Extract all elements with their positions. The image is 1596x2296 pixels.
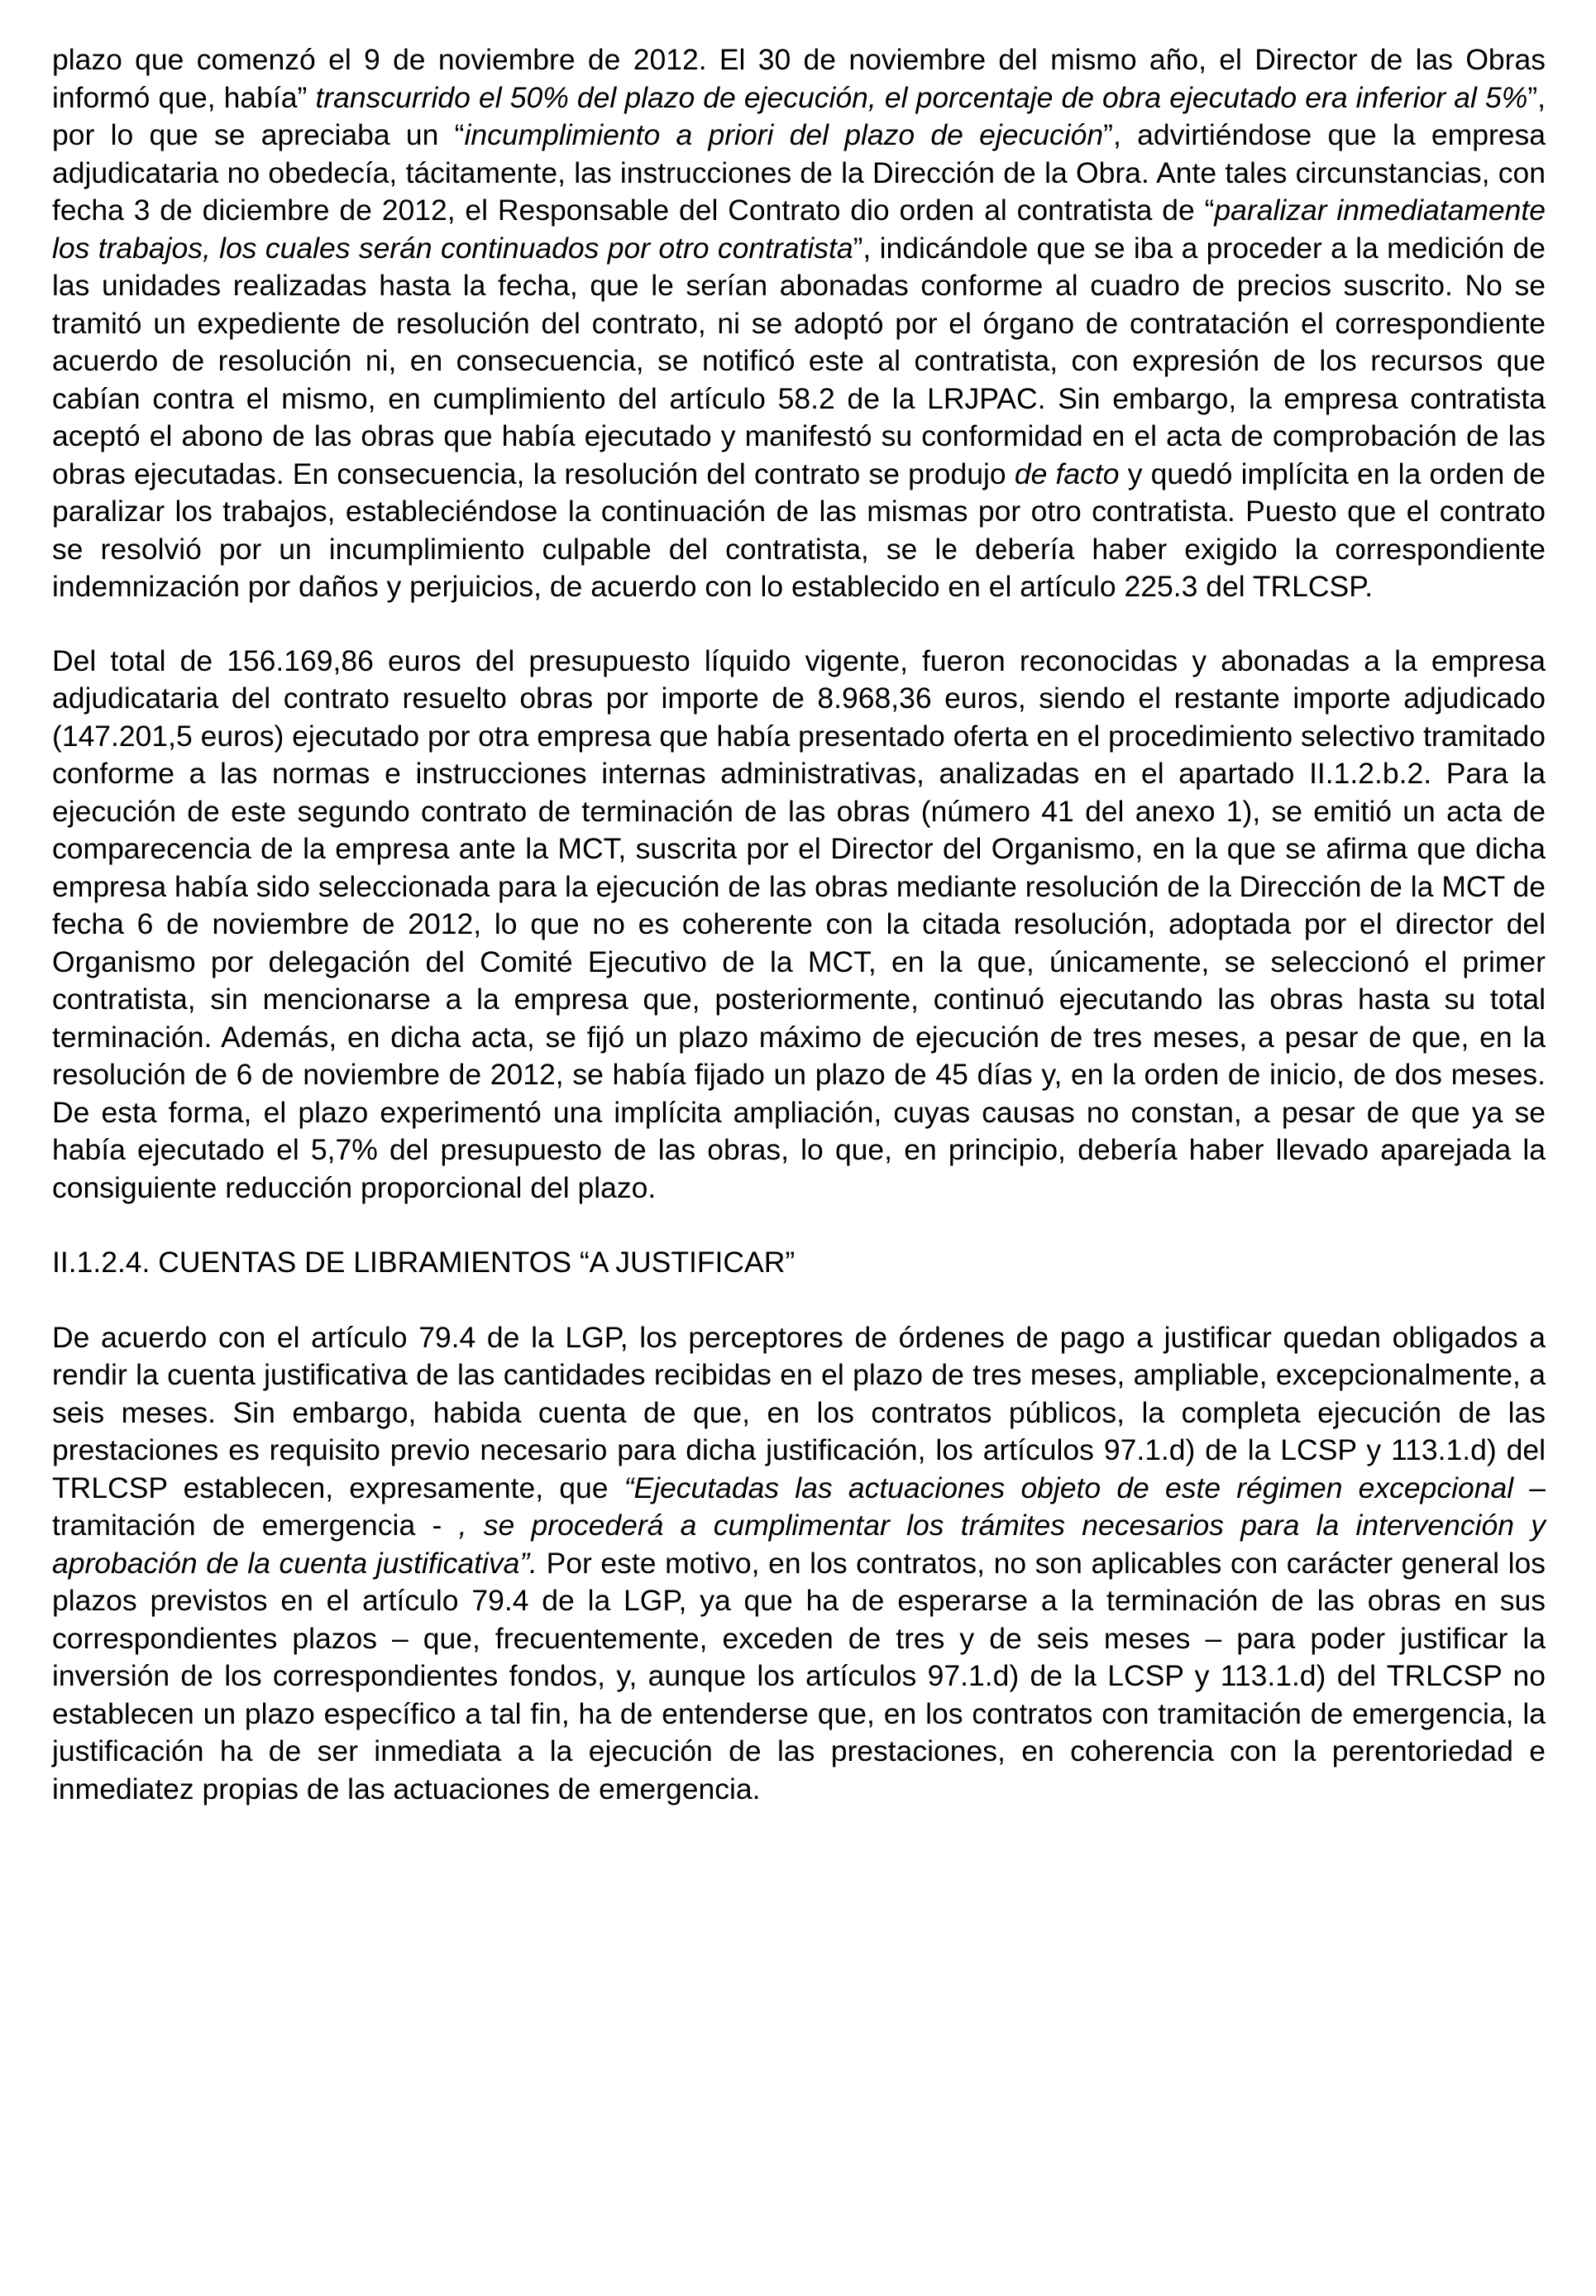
text-run: De acuerdo con el artículo 79.4 de la LGP, los perceptores de órdenes de pago a justificar quedan obligados a rendir la cuenta justificativa de las cantidades recibidas en el plazo de tres meses, ampliable, excepcionalmente, a seis meses. Sin embargo, habida cuenta de que, en los contratos públicos, la completa ejecución de las prestaciones es requisito previo necesario para dicha justificación, los artículos 97.1.d) de la LCSP y 113.1.d) del TRLCSP establecen, expresamente, que xyxy=(52,1320,1546,1504)
text-run: ”, indicándole que se iba a proceder a la medición de las unidades realizadas hasta la fecha, que le serían abonadas conforme al cuadro de precios suscrito. No se tramitó un expediente de resolución del contrato, ni se adoptó por el órgano de contratación el correspondiente acuerdo de resolución ni, en consecuencia, se notificó este al contratista, con expresión de los recursos que cabían contra el mismo, en cumplimiento del artículo 58.2 de la LRJPAC. Sin embargo, la empresa contratista aceptó el abono de las obras que había ejecutado y manifestó su conformidad en el acta de comprobación de las obras ejecutadas. En consecuencia, la resolución del contrato se produjo xyxy=(52,231,1546,490)
italic-quote: transcurrido el 50% del plazo de ejecución, el porcentaje de obra ejecutado era inferior al 5% xyxy=(315,80,1528,114)
text-run: ”, por lo que se apreciaba un “ xyxy=(52,80,1546,151)
text-run: plazo que comenzó el 9 de noviembre de 2012. El 30 de noviembre del mismo año, el Director de las Obras informó que, había” xyxy=(52,43,1546,114)
italic-quote: incumplimiento a priori del plazo de ejecución xyxy=(464,118,1104,151)
italic-quote: , se procederá a cumplimentar los trámites necesarios para la intervención y aprobación de la cuenta justificativa”. xyxy=(52,1509,1546,1580)
italic-term: de facto xyxy=(1014,457,1120,490)
text-run: Por este motivo, en los contratos, no son aplicables con carácter general los plazos previstos en el artículo 79.4 de la LGP, ya que ha de esperarse a la terminación de las obras en sus correspondientes plazos – que, frecuentemente, exceden de tres y de seis meses – para poder justificar la inversión de los correspondientes fondos, y, aunque los artículos 97.1.d) de la LCSP y 113.1.d) del TRLCSP no establecen un plazo específico a tal fin, ha de entenderse que, en los contratos con tramitación de emergencia, la justificación ha de ser inmediata a la ejecución de las prestaciones, en coherencia con la perentoriedad e inmediatez propias de las actuaciones de emergencia. xyxy=(52,1546,1546,1806)
text-run: ”, advirtiéndose que la empresa adjudicataria no obedecía, tácitamente, las instrucciones de la Dirección de la Obra. Ante tales circunstancias, con fecha 3 de diciembre de 2012, el Responsable del Contrato dio orden al contratista de “ xyxy=(52,118,1546,227)
italic-quote: paralizar inmediatamente los trabajos, los cuales serán continuados por otro contratista xyxy=(52,194,1546,265)
italic-quote: “Ejecutadas las actuaciones objeto de este régimen excepcional xyxy=(624,1471,1514,1504)
paragraph-budget-execution: Del total de 156.169,86 euros del presupuesto líquido vigente, fueron reconocidas y abonadas a la empresa adjudicataria del contrato resuelto obras por importe de 8.968,36 euros, siendo el restante importe adjudicado (147.201,5 euros) ejecutado por otra empresa que había presentado oferta en el procedimiento selectivo tramitado conforme a las normas e instrucciones internas administrativas, analizadas en el apartado II.1.2.b.2. Para la ejecución de este segundo contrato de terminación de las obras (número 41 del anexo 1), se emitió un acta de comparecencia de la empresa ante la MCT, suscrita por el Director del Organismo, en la que se afirma que dicha empresa había sido seleccionada para la ejecución de las obras mediante resolución de la Dirección de la MCT de fecha 6 de noviembre de 2012, lo que no es coherente con la citada resolución, adoptada por el director del Organismo por delegación del Comité Ejecutivo de la MCT, en la que, únicamente, se seleccionó el primer contratista, sin mencionarse a la empresa que, posteriormente, continuó ejecutando las obras hasta su total terminación. Además, en dicha acta, se fijó un plazo máximo de ejecución de tres meses, a pesar de que, en la resolución de 6 de noviembre de 2012, se había fijado un plazo de 45 días y, en la orden de inicio, de dos meses. De esta forma, el plazo experimentó una implícita ampliación, cuyas causas no constan, a pesar de que ya se había ejecutado el 5,7% del presupuesto de las obras, lo que, en principio, debería haber llevado aparejada la consiguiente reducción proporcional del plazo. xyxy=(52,643,1546,1204)
text-run: – tramitación de emergencia - xyxy=(52,1471,1546,1542)
section-heading: II.1.2.4. CUENTAS DE LIBRAMIENTOS “A JUSTIFICAR” xyxy=(52,1246,796,1279)
document-page xyxy=(52,41,1546,1808)
paragraph-contract-resolution xyxy=(52,41,1546,606)
paragraph-justification-accounts xyxy=(52,1319,1546,1809)
text-run: y quedó implícita en la orden de paralizar los trabajos, estableciéndose la continuación de las mismas por otro contratista. Puesto que el contrato se resolvió por un incumplimiento culpable del contratista, se le debería haber exigido la correspondiente indemnización por daños y perjuicios, de acuerdo con lo establecido en el artículo 225.3 del TRLCSP. xyxy=(52,457,1546,603)
